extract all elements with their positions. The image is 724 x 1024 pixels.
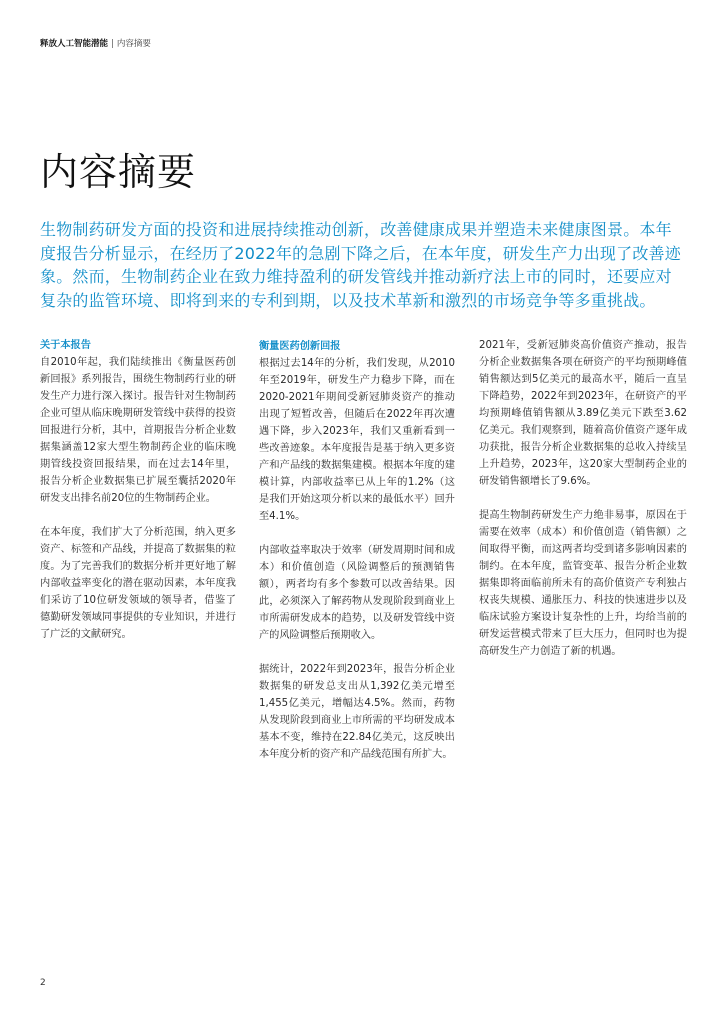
header-separator: | <box>111 39 114 49</box>
paragraph: 2021年，受新冠肺炎高价值资产推动，报告分析企业数据集各项在研资产的平均预期峰值销售额达到5亿美元的最高水平，随后一直呈下降趋势，2022年到2023年，在研资产的平均预期峰值销售额从3.89亿美元下跌至3.62亿美元。我们观察到，随着高价值资产逐年成功获批，报告分析企业数据集的总收入持续呈上升趋势，2023年，这20家大型制药企业的研发销售额增长了9.6%。 <box>479 340 687 487</box>
running-header <box>40 38 151 50</box>
paragraph: 提高生物制药研发生产力绝非易事，原因在于需要在效率（成本）和价值创造（销售额）之间取得平衡，而这两者均受到诸多影响因素的制约。在本年度，监管变革、报告分析企业数据集即将面临前所未有的高价值资产专利独占权丧失规模、通胀压力、科技的快速进步以及临床试验方案设计复杂性的上升，均给当前的研发运营模式带来了巨大压力，但同时也为提高研发生产力创造了新的机遇。 <box>479 510 687 657</box>
page-title: 内容摘要 <box>40 150 197 194</box>
paragraph: 自2010年起，我们陆续推出《衡量医药创新回报》系列报告，围绕生物制药行业的研发生产力进行深入探讨。报告针对生物制药企业可望从临床晚期研发管线中获得的投资回报进行分析，其中，首期报告分析企业数据集涵盖12家大型生物制药企业的临床晚期管线投资回报结果，而在过去14年里，报告分析企业数据集已扩展至囊括2020年研发支出排名前20位的生物制药企业。 <box>40 357 236 504</box>
column-continued <box>479 337 687 677</box>
paragraph: 内部收益率取决于效率（研发周期时间和成本）和价值创造（风险调整后的预测销售额），两者均有多个参数可以改善结果。因此，必须深入了解药物从发现阶段到商业上市所需研发成本的趋势，以及研发管线中资产的风险调整后预期收入。 <box>259 545 455 641</box>
column-heading-measuring: 衡量医药创新回报 <box>259 341 341 352</box>
column-heading-about: 关于本报告 <box>40 340 91 351</box>
paragraph: 根据过去14年的分析，我们发现，从2010年至2019年，研发生产力稳步下降，而在2020-2021年期间受新冠肺炎资产的推动出现了短暂改善，但随后在2022年再次遭遇下降，步入2023年，我们又重新看到一些改善迹象。本年度报告是基于纳入更多资产和产品线的数据集建模。根据本年度的建模计算，内部收益率已从上年的1.2%（这是我们开始这项分析以来的最低水平）回升至4.1%。 <box>259 358 455 522</box>
column-measuring-returns <box>259 338 455 780</box>
intro-paragraph: 生物制药研发方面的投资和进展持续推动创新，改善健康成果并塑造未来健康图景。本年度报告分析显示，在经历了2022年的急剧下降之后，在本年度，研发生产力出现了改善迹象。然而，生物制药企业在致力维持盈利的研发管线并推动新疗法上市的同时，还要应对复杂的监管环境、即将到来的专利到期，以及技术革新和激烈的市场竞争等多重挑战。 <box>40 220 681 310</box>
paragraph: 据统计，2022年到2023年，报告分析企业数据集的研发总支出从1,392亿美元增至1,455亿美元，增幅达4.5%。然而，药物从发现阶段到商业上市所需的平均研发成本基本不变，维持在22.84亿美元，这反映出本年度分析的资产和产品线范围有所扩大。 <box>259 664 455 760</box>
header-section: 内容摘要 <box>116 39 151 49</box>
column-about-report <box>40 337 236 660</box>
page-number: 2 <box>40 978 46 988</box>
paragraph: 在本年度，我们扩大了分析范围，纳入更多资产、标签和产品线，并提高了数据集的粒度。为了完善我们的数据分析并更好地了解内部收益率变化的潜在驱动因素，本年度我们采访了10位研发领域的领导者，借鉴了德勤研发领域同事提供的专业知识，并进行了广泛的文献研究。 <box>40 527 236 640</box>
header-title: 释放人工智能潜能 <box>40 39 109 49</box>
